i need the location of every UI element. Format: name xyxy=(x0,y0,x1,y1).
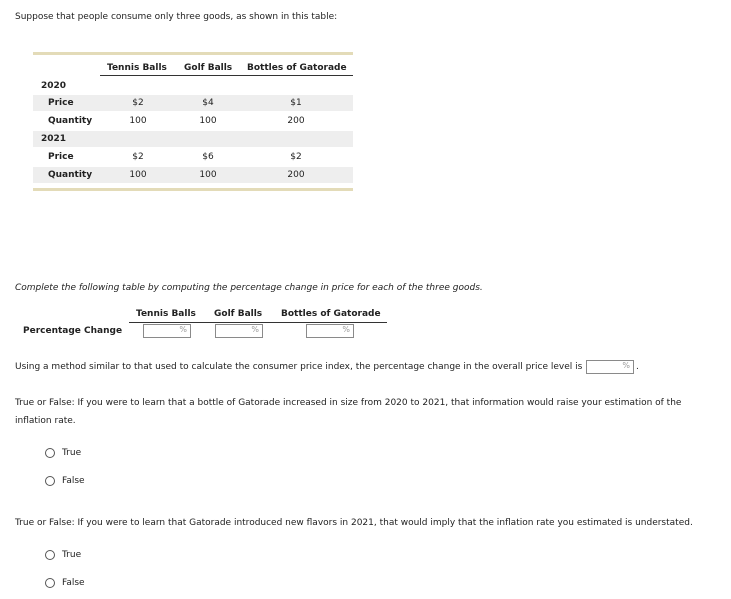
year-2021-label: 2021 xyxy=(41,134,67,144)
price-2021-golf: $6 xyxy=(202,152,214,162)
row-label-quantity-2021: Quantity xyxy=(48,170,93,180)
pct-header-golf-balls: Golf Balls xyxy=(214,309,263,319)
percent-unit: % xyxy=(179,325,187,334)
pct-change-tennis-input[interactable] xyxy=(143,324,191,338)
price-quantity-table xyxy=(33,52,353,192)
header-gatorade: Bottles of Gatorade xyxy=(247,63,347,73)
pct-header-underline xyxy=(129,322,387,323)
year-2020-label: 2020 xyxy=(41,81,67,91)
instruction-text: Complete the following table by computing the percentage change in price for each of the three goods. xyxy=(15,283,483,293)
q1-true-radio[interactable] xyxy=(45,448,55,458)
percent-unit: % xyxy=(251,325,259,334)
q2-false-label[interactable]: False xyxy=(62,578,85,588)
header-tennis-balls: Tennis Balls xyxy=(107,63,167,73)
table-top-rule xyxy=(33,52,353,55)
q1-true-label[interactable]: True xyxy=(62,448,82,458)
price-2021-gatorade: $2 xyxy=(290,152,302,162)
row-label-price-2021: Price xyxy=(48,152,74,162)
header-golf-balls: Golf Balls xyxy=(184,63,233,73)
percent-unit: % xyxy=(622,361,630,370)
row-band-2021 xyxy=(33,131,353,147)
row-label-price-2020: Price xyxy=(48,98,74,108)
cpi-pct-input[interactable] xyxy=(586,360,634,374)
quantity-2020-tennis: 100 xyxy=(129,116,147,126)
percent-unit: % xyxy=(342,325,350,334)
price-2020-gatorade: $1 xyxy=(290,98,302,108)
table-bottom-rule xyxy=(33,188,353,191)
cpi-end-period: . xyxy=(636,362,639,372)
q1-text-line1: True or False: If you were to learn that a bottle of Gatorade increased in size from 2020 to 2021, that information would raise your estimation of the xyxy=(15,398,682,408)
price-2020-tennis: $2 xyxy=(132,98,144,108)
pct-header-tennis-balls: Tennis Balls xyxy=(136,309,196,319)
q1-text-line2: inflation rate. xyxy=(15,416,76,426)
quantity-2020-gatorade: 200 xyxy=(287,116,305,126)
quantity-2021-gatorade: 200 xyxy=(287,170,305,180)
row-label-quantity-2020: Quantity xyxy=(48,116,93,126)
pct-header-gatorade: Bottles of Gatorade xyxy=(281,309,381,319)
quantity-2021-golf: 100 xyxy=(199,170,217,180)
q1-false-radio[interactable] xyxy=(45,476,55,486)
intro-text: Suppose that people consume only three goods, as shown in this table: xyxy=(15,12,338,22)
pct-row-label: Percentage Change xyxy=(23,326,123,336)
q1-false-label[interactable]: False xyxy=(62,476,85,486)
q2-true-label[interactable]: True xyxy=(62,550,82,560)
pct-change-golf-input[interactable] xyxy=(215,324,263,338)
q2-true-radio[interactable] xyxy=(45,550,55,560)
header-underline xyxy=(100,75,353,76)
quantity-2020-golf: 100 xyxy=(199,116,217,126)
price-2020-golf: $4 xyxy=(202,98,214,108)
q2-false-radio[interactable] xyxy=(45,578,55,588)
price-2021-tennis: $2 xyxy=(132,152,144,162)
quantity-2021-tennis: 100 xyxy=(129,170,147,180)
q2-text: True or False: If you were to learn that Gatorade introduced new flavors in 2021, that would imply that the inflation rate you estimated is understated. xyxy=(15,518,693,528)
pct-change-gatorade-input[interactable] xyxy=(306,324,354,338)
cpi-question-text: Using a method similar to that used to calculate the consumer price index, the percentage change in the overall price level is xyxy=(15,362,583,372)
